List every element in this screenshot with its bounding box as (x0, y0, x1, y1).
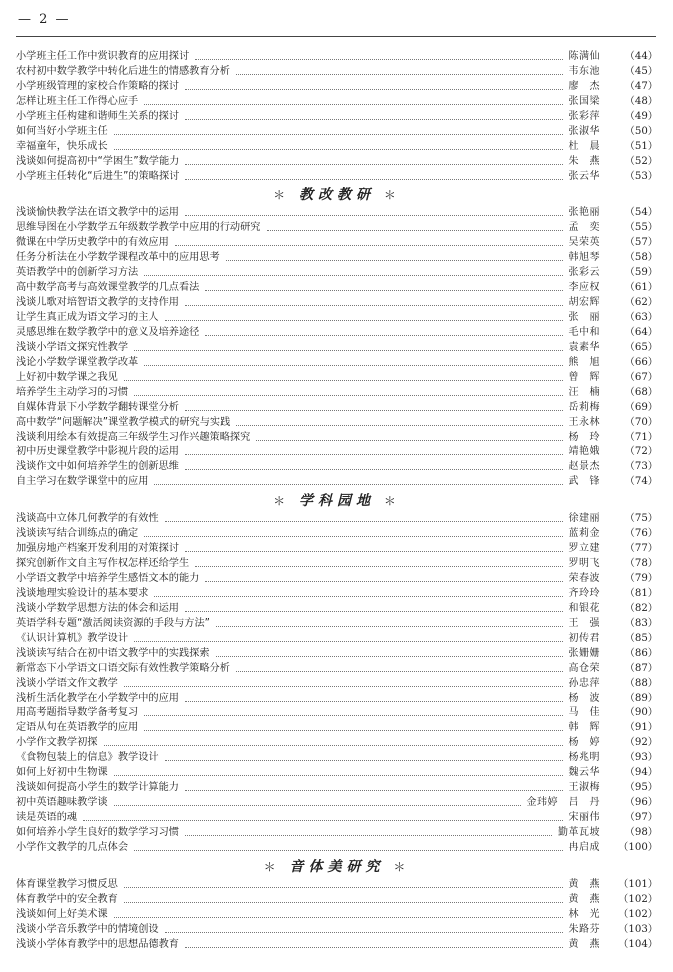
dot-leader (195, 557, 563, 572)
entry-author: 齐玲玲 (568, 587, 600, 599)
entry-title: 新常态下小学语文口语交际有效性教学策略分析 (16, 662, 230, 674)
toc-entry[interactable] (16, 401, 658, 416)
entry-page: （86） (624, 647, 658, 659)
toc-entry[interactable] (16, 542, 658, 557)
entry-title: 自主学习在数学课堂中的应用 (16, 476, 149, 488)
entry-page: （91） (624, 722, 658, 734)
entry-title: 加强房地产档案开发利用的对策探讨 (16, 543, 179, 555)
dot-leader (256, 431, 563, 446)
dot-leader (114, 766, 563, 781)
entry-author: 王淑梅 (568, 782, 600, 794)
toc-entry[interactable] (16, 140, 658, 155)
entry-title: 浅谈如何提高初中“学困生”数学能力 (16, 155, 180, 167)
entry-author: 韦东池 (568, 65, 600, 77)
dot-leader (114, 125, 563, 140)
dot-leader (185, 445, 563, 460)
entry-title: 浅谈如何提高小学生的数学计算能力 (16, 782, 179, 794)
entry-title: 如何上好初中生物课 (16, 767, 108, 779)
entry-author: 黄 燕 (568, 878, 600, 890)
entry-title: 读是英语的魂 (16, 812, 78, 823)
entry-title: 微课在中学历史教学中的有效应用 (16, 237, 169, 249)
entry-page: （95） (624, 782, 658, 794)
entry-title: 小学作文教学的几点体会 (16, 841, 129, 853)
dot-leader (124, 371, 563, 386)
entry-page: （48） (624, 95, 658, 107)
entry-page: （59） (624, 267, 658, 279)
entry-author: 张彩萍 (568, 110, 600, 122)
page-number: — 2 — (18, 12, 71, 27)
entry-author: 王永林 (568, 416, 600, 428)
entry-author: 胡宏辉 (568, 297, 600, 309)
entry-page: （101） (618, 878, 658, 890)
entry-page: （61） (624, 282, 658, 294)
toc-entry[interactable] (16, 236, 658, 251)
entry-title: 浅谈地理实验设计的基本要求 (16, 587, 149, 599)
dot-leader (154, 475, 563, 490)
toc-entry[interactable] (16, 841, 658, 856)
entry-page: （68） (624, 386, 658, 398)
entry-author: 杨 婷 (568, 737, 600, 749)
entry-title: 浅谈小学音乐教学中的情境创设 (16, 923, 159, 935)
entry-title: 如何当好小学班主任 (16, 125, 108, 137)
dot-leader (144, 527, 563, 542)
entry-author: 黄 燕 (568, 893, 600, 905)
dot-leader (144, 266, 563, 281)
entry-title: 高中数学“问题解决”课堂教学模式的研究与实践 (16, 416, 231, 428)
toc-entry[interactable] (16, 326, 658, 341)
entry-author: 徐建丽 (568, 513, 600, 525)
entry-page: （82） (624, 602, 658, 614)
entry-title: 浅谈利用绘本有效提高三年级学生习作兴趣策略探究 (16, 431, 251, 443)
entry-author: 罗明飞 (568, 558, 600, 570)
entry-author: 杜 晨 (568, 140, 600, 152)
entry-author: 荣春波 (568, 573, 600, 584)
entry-page: （97） (624, 812, 658, 823)
entry-page: （62） (624, 297, 658, 309)
toc-entry[interactable] (16, 50, 658, 65)
entry-page: （79） (624, 573, 658, 584)
entry-title: 怎样让班主任工作得心应手 (16, 95, 139, 107)
toc-entry[interactable] (16, 617, 658, 632)
entry-page: （45） (624, 65, 658, 77)
entry-author: 黄 燕 (568, 938, 600, 950)
table-of-contents (16, 50, 658, 953)
entry-title: 用高考题指导数学备考复习 (16, 707, 139, 719)
entry-title: 高中数学高考与高效课堂教学的几点看法 (16, 282, 200, 294)
entry-page: （58） (624, 252, 658, 264)
toc-entry[interactable] (16, 80, 658, 95)
entry-page: （74） (624, 476, 658, 488)
entry-page: （103） (618, 923, 658, 935)
entry-author: 袁素华 (568, 341, 600, 353)
entry-page: （66） (624, 356, 658, 368)
entry-author: 马 佳 (568, 707, 600, 719)
entry-author: 孟 奕 (568, 222, 600, 234)
entry-author: 曾 辉 (568, 371, 600, 383)
dot-leader (134, 841, 563, 856)
entry-page: （55） (624, 222, 658, 234)
toc-entry[interactable] (16, 475, 658, 490)
entry-page: （94） (624, 767, 658, 779)
dot-leader (83, 811, 563, 826)
dot-leader (165, 311, 563, 326)
toc-entry[interactable] (16, 878, 658, 893)
entry-author: 张国梁 (568, 95, 600, 107)
entry-page: （75） (624, 513, 658, 525)
entry-title: 培养学生主动学习的习惯 (16, 386, 129, 398)
entry-page: （71） (624, 431, 658, 443)
toc-entry[interactable] (16, 632, 658, 647)
toc-entry[interactable] (16, 938, 658, 953)
dot-leader (195, 50, 563, 65)
dot-leader (185, 296, 563, 311)
dot-leader (185, 826, 552, 841)
entry-title: 浅析生活化教学在小学数学中的应用 (16, 692, 179, 704)
toc-entry[interactable] (16, 781, 658, 796)
entry-page: （83） (624, 617, 658, 629)
toc-entry[interactable] (16, 766, 658, 781)
star-ornament: ＊ (375, 188, 401, 203)
entry-page: （85） (624, 632, 658, 644)
toc-entry[interactable] (16, 221, 658, 236)
entry-page: （93） (624, 752, 658, 764)
entry-title: 浅论小学数学课堂教学改革 (16, 356, 139, 368)
star-ornament: ＊ (384, 859, 411, 874)
dot-leader (114, 140, 563, 155)
toc-entry[interactable] (16, 572, 658, 587)
dot-leader (216, 617, 563, 632)
entry-page: （54） (624, 207, 658, 219)
star-ornament: ＊ (273, 494, 299, 509)
toc-entry[interactable] (16, 266, 658, 281)
toc-entry[interactable] (16, 281, 658, 296)
entry-page: （98） (624, 826, 658, 838)
dot-leader (134, 632, 563, 647)
entry-author: 廖 杰 (568, 80, 600, 92)
entry-title: 初中英语趣味教学谈 (16, 797, 108, 809)
dot-leader (236, 662, 563, 677)
dot-leader (104, 736, 563, 751)
toc-entry[interactable] (16, 751, 658, 766)
entry-page: （72） (624, 446, 658, 458)
entry-title: 浅谈小学数学思想方法的体会和运用 (16, 602, 179, 614)
toc-entry[interactable] (16, 923, 658, 938)
entry-title: 小学语文教学中培养学生感悟文本的能力 (16, 573, 200, 584)
dot-leader (124, 893, 563, 908)
entry-page: （65） (624, 341, 658, 353)
entry-page: （102） (618, 893, 658, 905)
dot-leader (165, 512, 563, 527)
toc-entry[interactable] (16, 662, 658, 677)
toc-entry[interactable] (16, 908, 658, 923)
entry-title: 定语从句在英语教学的应用 (16, 722, 139, 734)
entry-page: （77） (624, 543, 658, 555)
entry-title: 探究创新作文自主写作权怎样还给学生 (16, 558, 190, 570)
entry-author: 韩旭琴 (568, 252, 600, 264)
entry-title: 浅谈小学体育教学中的思想品德教育 (16, 938, 179, 950)
entry-page: （51） (624, 140, 658, 152)
toc-entry[interactable] (16, 736, 658, 751)
dot-leader (185, 401, 563, 416)
entry-author: 冉启成 (568, 841, 600, 853)
entry-author: 高仓荣 (568, 662, 600, 674)
entry-page: （104） (618, 938, 658, 950)
toc-entry[interactable] (16, 460, 658, 475)
toc-entry[interactable] (16, 826, 658, 841)
toc-entry[interactable] (16, 311, 658, 326)
entry-page: （64） (624, 326, 658, 338)
star-ornament: ＊ (375, 494, 401, 509)
toc-entry[interactable] (16, 95, 658, 110)
toc-entry[interactable] (16, 296, 658, 311)
toc-entry[interactable] (16, 110, 658, 125)
entry-title: 英语教学中的创新学习方法 (16, 267, 139, 279)
toc-entry[interactable] (16, 431, 658, 446)
star-ornament: ＊ (263, 859, 290, 874)
entry-page: （96） (624, 797, 658, 809)
entry-author: 毛中和 (568, 326, 600, 338)
entry-title: 浅谈如何上好美术课 (16, 908, 108, 920)
entry-title: 浅谈读写结合训练点的确定 (16, 528, 139, 540)
toc-entry[interactable] (16, 206, 658, 221)
entry-title: 浅谈读写结合在初中语文教学中的实践探索 (16, 647, 210, 659)
entry-title: 体育课堂教学习惯反思 (16, 878, 118, 890)
toc-entry[interactable] (16, 341, 658, 356)
toc-entry[interactable] (16, 512, 658, 527)
entry-page: （88） (624, 677, 658, 689)
toc-entry[interactable] (16, 125, 658, 140)
entry-author: 罗立建 (568, 543, 600, 555)
entry-title: 上好初中数学课之我见 (16, 371, 118, 383)
entry-author: 吴荣英 (568, 237, 600, 249)
entry-author: 汪 楠 (568, 386, 600, 398)
toc-entry[interactable] (16, 811, 658, 826)
dot-leader (185, 80, 563, 95)
dot-leader (185, 938, 563, 953)
entry-page: （70） (624, 416, 658, 428)
entry-page: （78） (624, 558, 658, 570)
entry-title: 英语学科专题“激活阅读资源的手段与方法” (16, 617, 210, 629)
entry-author: 蓝莉金 (568, 528, 600, 540)
section-title: 音体美研究 (289, 858, 385, 875)
toc-entry[interactable] (16, 155, 658, 170)
entry-title: 幸福童年，快乐成长 (16, 140, 108, 152)
dot-leader (114, 908, 563, 923)
entry-page: （53） (624, 170, 658, 182)
entry-page: （87） (624, 662, 658, 674)
entry-title: 浅谈小学语文作文教学 (16, 677, 118, 689)
entry-title: 浅谈愉快教学法在语文教学中的运用 (16, 207, 179, 219)
dot-leader (124, 878, 563, 893)
entry-title: 《认识计算机》教学设计 (16, 632, 129, 644)
entry-title: 浅谈儿歌对培智语文教学的支持作用 (16, 297, 179, 309)
entry-author: 武 锋 (568, 476, 600, 488)
entry-author: 杨 玲 (568, 431, 600, 443)
dot-leader (154, 587, 563, 602)
toc-entry[interactable] (16, 692, 658, 707)
dot-leader (124, 677, 563, 692)
toc-entry[interactable] (16, 796, 658, 811)
section-heading (16, 490, 658, 512)
toc-entry[interactable] (16, 527, 658, 542)
entry-title: 小学班主任工作中赏识教育的应用探讨 (16, 51, 190, 62)
dot-leader (165, 751, 563, 766)
section-heading (16, 856, 658, 878)
entry-page: （50） (624, 125, 658, 137)
dot-leader (216, 647, 563, 662)
dot-leader (144, 95, 563, 110)
entry-author: 杨兆明 (568, 752, 600, 764)
dot-leader (205, 326, 563, 341)
dot-leader (144, 356, 563, 371)
entry-author: 赵景杰 (568, 461, 600, 473)
dot-leader (144, 706, 563, 721)
entry-page: （81） (624, 587, 658, 599)
dot-leader (236, 65, 563, 80)
toc-entry[interactable] (16, 386, 658, 401)
entry-page: （47） (624, 80, 658, 92)
entry-page: （89） (624, 692, 658, 704)
entry-title: 任务分析法在小学数学课程改革中的应用思考 (16, 252, 220, 264)
toc-entry[interactable] (16, 602, 658, 617)
toc-entry[interactable] (16, 706, 658, 721)
dot-leader (205, 572, 563, 587)
section-title: 教改教研 (299, 187, 375, 204)
entry-title: 自媒体背景下小学数学翻转课堂分析 (16, 401, 179, 413)
section-title: 学科园地 (299, 493, 375, 510)
dot-leader (226, 251, 563, 266)
toc-entry[interactable] (16, 587, 658, 602)
entry-author: 熊 旭 (568, 356, 600, 368)
dot-leader (185, 206, 563, 221)
toc-entry[interactable] (16, 721, 658, 736)
dot-leader (185, 781, 563, 796)
dot-leader (205, 281, 563, 296)
entry-author: 宋丽伟 (568, 812, 600, 823)
toc-entry[interactable] (16, 416, 658, 431)
entry-title: 体育教学中的安全教育 (16, 893, 118, 905)
entry-title: 《食物包装上的信息》教学设计 (16, 752, 159, 764)
toc-entry[interactable] (16, 647, 658, 662)
entry-author: 张彩云 (568, 267, 600, 279)
dot-leader (185, 155, 563, 170)
entry-author: 林 光 (568, 908, 600, 920)
toc-entry[interactable] (16, 65, 658, 80)
entry-author: 李应权 (568, 282, 600, 294)
entry-page: （67） (624, 371, 658, 383)
entry-author: 韩 辉 (568, 722, 600, 734)
entry-author: 靖艳娥 (568, 446, 600, 458)
entry-page: （102） (618, 908, 658, 920)
dot-leader (175, 236, 563, 251)
entry-author: 杨 波 (568, 692, 600, 704)
entry-author: 张 丽 (568, 312, 600, 323)
entry-author: 岳莉梅 (568, 401, 600, 413)
entry-page: （76） (624, 528, 658, 540)
toc-entry[interactable] (16, 557, 658, 572)
entry-title: 浅谈高中立体几何教学的有效性 (16, 513, 159, 525)
toc-entry[interactable] (16, 251, 658, 266)
toc-entry[interactable] (16, 170, 658, 185)
dot-leader (267, 221, 563, 236)
entry-title: 小学作文教学初探 (16, 737, 98, 749)
entry-author: 王 强 (568, 617, 600, 629)
dot-leader (134, 341, 563, 356)
entry-title: 农村初中数学教学中转化后进生的情感教育分析 (16, 65, 230, 77)
entry-title: 灵感思维在数学教学中的意义及培养途径 (16, 326, 200, 338)
entry-author: 和银花 (568, 602, 600, 614)
entry-page: （52） (624, 155, 658, 167)
entry-author: 金玮婷 吕 丹 (526, 797, 600, 809)
dot-leader (185, 692, 563, 707)
dot-leader (185, 542, 563, 557)
entry-author: 张艳丽 (568, 207, 600, 219)
dot-leader (134, 386, 563, 401)
entry-title: 小学班级管理的家校合作策略的探讨 (16, 80, 179, 92)
entry-page: （100） (618, 841, 658, 853)
entry-author: 张云华 (568, 170, 600, 182)
entry-title: 如何培养小学生良好的数学学习习惯 (16, 826, 179, 838)
entry-title: 初中历史课堂教学中影视片段的运用 (16, 446, 179, 458)
entry-title: 浅谈作文中如何培养学生的创新思维 (16, 461, 179, 473)
entry-author: 魏云华 (568, 767, 600, 779)
star-ornament: ＊ (273, 188, 299, 203)
toc-entry[interactable] (16, 356, 658, 371)
entry-author: 朱 燕 (568, 155, 600, 167)
entry-author: 张姗姗 (568, 647, 600, 659)
entry-page: （92） (624, 737, 658, 749)
entry-page: （90） (624, 707, 658, 719)
dot-leader (185, 460, 563, 475)
entry-page: （73） (624, 461, 658, 473)
page-header (16, 10, 656, 37)
entry-page: （57） (624, 237, 658, 249)
dot-leader (185, 170, 563, 185)
entry-title: 小学班主任构建和谐师生关系的探讨 (16, 110, 179, 122)
entry-title: 小学班主任转化“后进生”的策略探讨 (16, 170, 180, 182)
entry-author: 勤革瓦坡 (558, 826, 600, 838)
toc-entry[interactable] (16, 371, 658, 386)
entry-author: 陈满仙 (568, 51, 600, 62)
section-heading (16, 184, 658, 206)
entry-page: （44） (624, 51, 658, 62)
toc-entry[interactable] (16, 893, 658, 908)
toc-entry[interactable] (16, 445, 658, 460)
dot-leader (144, 721, 563, 736)
dot-leader (185, 110, 563, 125)
entry-author: 张淑华 (568, 125, 600, 137)
dot-leader (165, 923, 563, 938)
entry-author: 朱路芬 (568, 923, 600, 935)
dot-leader (236, 416, 563, 431)
entry-title: 思维导图在小学数学五年级数学教学中应用的行动研究 (16, 222, 261, 234)
entry-page: （63） (624, 312, 658, 323)
toc-entry[interactable] (16, 677, 658, 692)
entry-author: 孙忠萍 (568, 677, 600, 689)
entry-page: （69） (624, 401, 658, 413)
dot-leader (114, 796, 521, 811)
entry-title: 让学生真正成为语文学习的主人 (16, 312, 159, 323)
entry-author: 初传君 (568, 632, 600, 644)
dot-leader (185, 602, 563, 617)
entry-title: 浅谈小学语文探究性教学 (16, 341, 129, 353)
entry-page: （49） (624, 110, 658, 122)
